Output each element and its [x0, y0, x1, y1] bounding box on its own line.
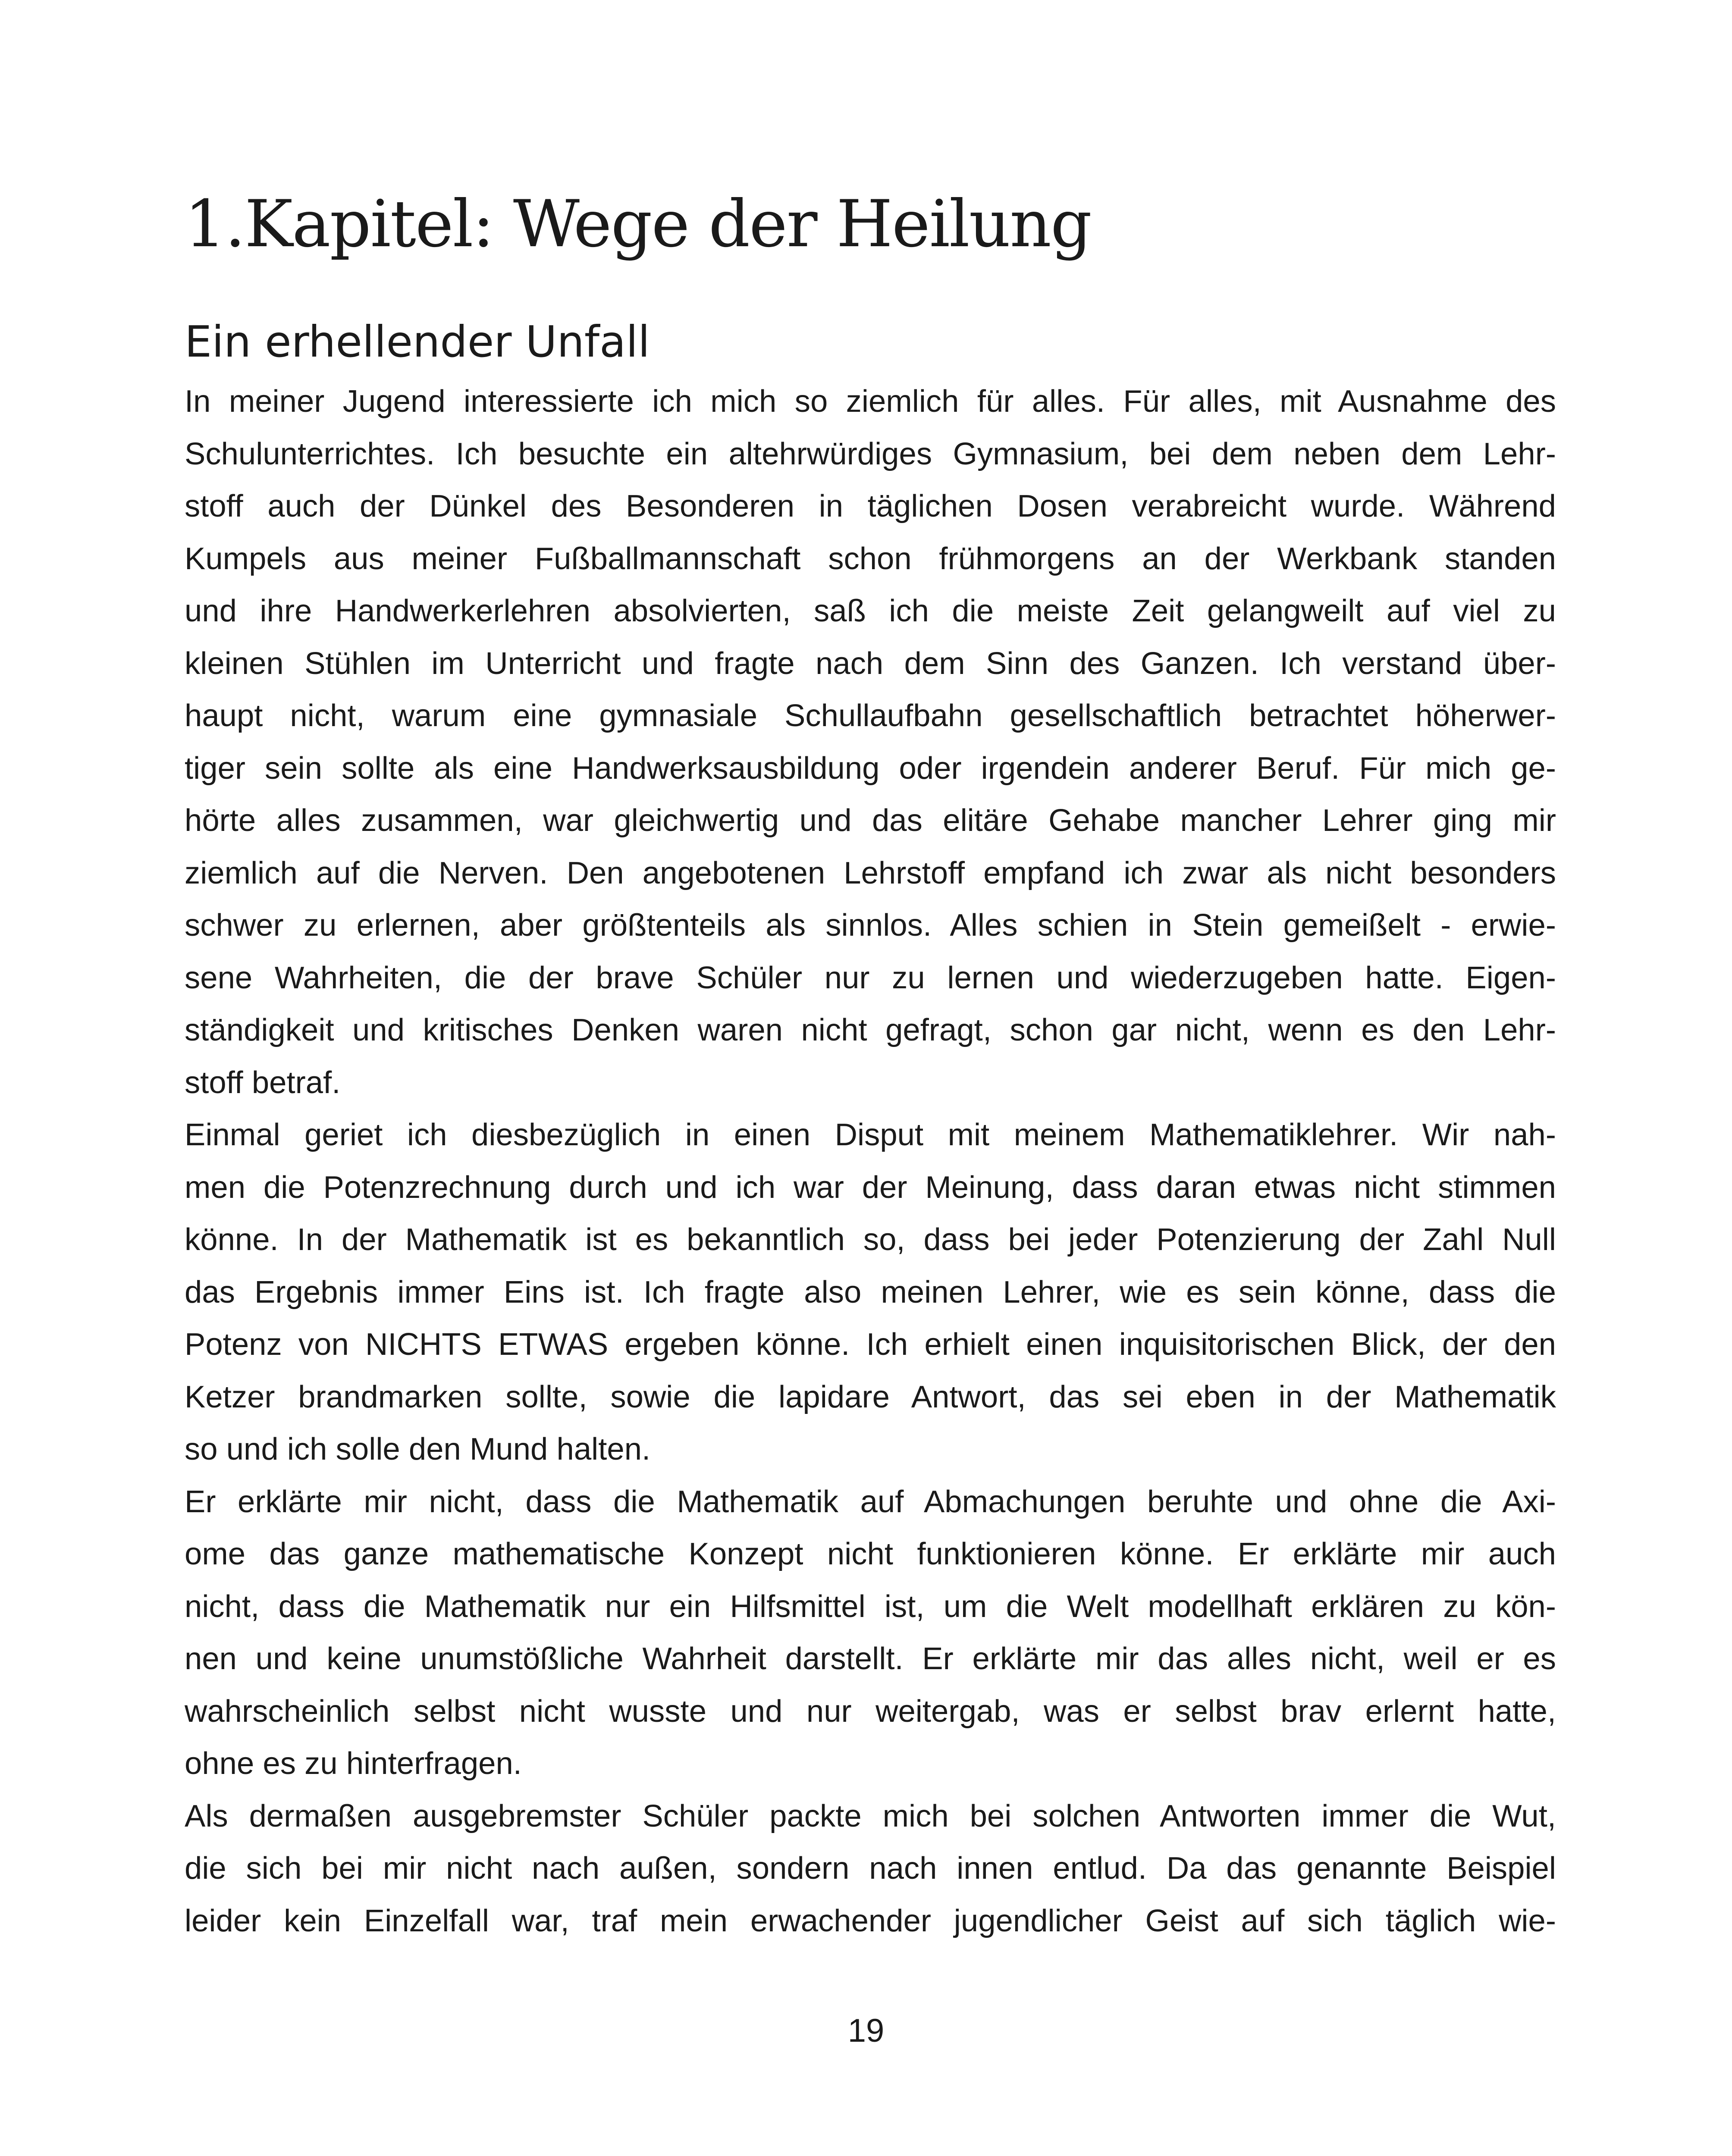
section-heading: Ein erhellender Unfall	[185, 317, 650, 367]
text-line: ziemlich auf die Nerven. Den angebotenen Lehrstoff empfand ich zwar als nicht besonders	[185, 855, 1556, 890]
text-line: ständigkeit und kritisches Denken waren nicht gefragt, schon gar nicht, wenn es den Lehr-	[185, 1012, 1556, 1047]
text-line: sene Wahrheiten, die der brave Schüler nur zu lernen und wiederzugeben hatte. Eigen-	[185, 960, 1556, 995]
text-line: Schulunterrichtes. Ich besuchte ein altehrwürdiges Gymnasium, bei dem neben dem Lehr-	[185, 436, 1556, 471]
text-line: stoff betraf.	[185, 1065, 341, 1100]
text-line: könne. In der Mathematik ist es bekanntlich so, dass bei jeder Potenzierung der Zahl Null	[185, 1222, 1556, 1257]
body-text	[185, 375, 1556, 1947]
text-line: so und ich solle den Mund halten.	[185, 1432, 651, 1467]
text-line: Einmal geriet ich diesbezüglich in einen Disput mit meinem Mathematiklehrer. Wir nah-	[185, 1117, 1556, 1152]
text-line: men die Potenzrechnung durch und ich war der Meinung, dass daran etwas nicht stimmen	[185, 1169, 1556, 1205]
text-line: Potenz von NICHTS ETWAS ergeben könne. Ich erhielt einen inquisitorischen Blick, der den	[185, 1327, 1556, 1362]
page-number: 19	[847, 2012, 885, 2049]
text-line: stoff auch der Dünkel des Besonderen in täglichen Dosen verabreicht wurde. Während	[185, 489, 1556, 523]
paragraph	[185, 375, 1556, 1109]
text-line: leider kein Einzelfall war, traf mein erwachender jugendlicher Geist auf sich täglich wie-	[185, 1903, 1556, 1938]
text-line: Als dermaßen ausgebremster Schüler packte mich bei solchen Antworten immer die Wut,	[185, 1798, 1556, 1833]
text-line: und ihre Handwerkerlehren absolvierten, saß ich die meiste Zeit gelangweilt auf viel zu	[185, 593, 1556, 628]
text-line: ohne es zu hinterfragen.	[185, 1746, 522, 1781]
text-line: das Ergebnis immer Eins ist. Ich fragte also meinen Lehrer, wie es sein könne, dass die	[185, 1274, 1556, 1310]
text-line: nicht, dass die Mathematik nur ein Hilfsmittel ist, um die Welt modellhaft erklären zu kön-	[185, 1589, 1556, 1624]
text-line: tiger sein sollte als eine Handwerksausbildung oder irgendein anderer Beruf. Für mich ge-	[185, 750, 1556, 786]
paragraph	[185, 1109, 1556, 1476]
text-line: haupt nicht, warum eine gymnasiale Schullaufbahn gesellschaftlich betrachtet höherwer-	[185, 698, 1556, 733]
text-line: die sich bei mir nicht nach außen, sondern nach innen entlud. Da das genannte Beispiel	[185, 1851, 1556, 1886]
text-line: In meiner Jugend interessierte ich mich so ziemlich für alles. Für alles, mit Ausnahme des	[185, 384, 1556, 419]
chapter-title: 1.Kapitel: Wege der Heilung	[185, 187, 1091, 262]
paragraph	[185, 1476, 1556, 1790]
text-line: Er erklärte mir nicht, dass die Mathematik auf Abmachungen beruhte und ohne die Axi-	[185, 1484, 1556, 1519]
text-line: schwer zu erlernen, aber größtenteils als sinnlos. Alles schien in Stein gemeißelt - erwie-	[185, 908, 1556, 943]
text-line: ome das ganze mathematische Konzept nicht funktionieren könne. Er erklärte mir auch	[185, 1536, 1556, 1571]
text-line: wahrscheinlich selbst nicht wusste und nur weitergab, was er selbst brav erlernt hatte,	[185, 1693, 1556, 1729]
text-line: kleinen Stühlen im Unterricht und fragte nach dem Sinn des Ganzen. Ich verstand über-	[185, 646, 1556, 681]
paragraph	[185, 1790, 1556, 1947]
text-line: hörte alles zusammen, war gleichwertig und das elitäre Gehabe mancher Lehrer ging mir	[185, 803, 1556, 838]
text-line: nen und keine unumstößliche Wahrheit darstellt. Er erklärte mir das alles nicht, weil er es	[185, 1641, 1556, 1676]
text-line: Kumpels aus meiner Fußballmannschaft schon frühmorgens an der Werkbank standen	[185, 541, 1556, 576]
text-line: Ketzer brandmarken sollte, sowie die lapidare Antwort, das sei eben in der Mathematik	[185, 1379, 1556, 1414]
